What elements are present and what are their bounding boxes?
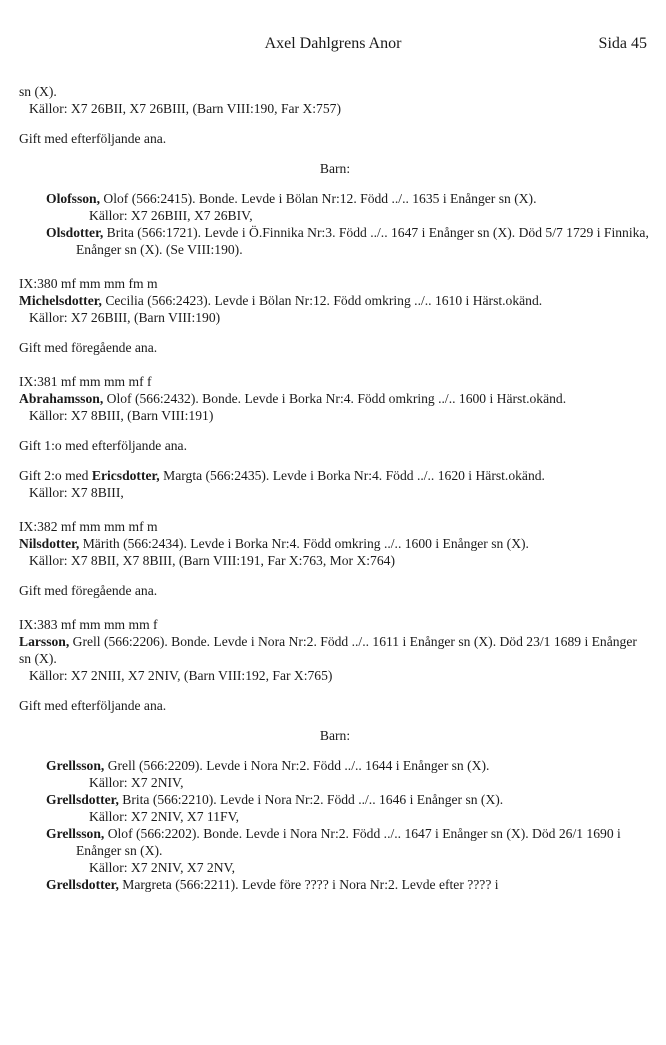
entry-person: [19, 633, 651, 667]
children-heading: Barn:: [319, 161, 351, 176]
child-surname: Olsdotter,: [46, 225, 104, 240]
child-sources: Källor: X7 2NIV,: [89, 775, 184, 790]
page-header-title: Axel Dahlgrens Anor: [264, 35, 402, 52]
child-sources: Källor: X7 26BIII, X7 26BIV,: [89, 208, 253, 223]
children-list: [19, 190, 651, 258]
children-list: [19, 757, 651, 893]
entry-person: [19, 390, 651, 407]
child-surname: Olofsson,: [46, 191, 101, 206]
child-details: Olof (566:2202). Bonde. Levde i Nora Nr:2. Född ../.. 1647 i Enånger sn (X). Död 26/1 1690 i Enånger sn (X).: [76, 826, 621, 858]
sources-line: Källor: X7 2NIII, X7 2NIV, (Barn VIII:192, Far X:765): [29, 668, 333, 683]
marriage-note: Gift med efterföljande ana.: [19, 131, 167, 146]
child-entry: [19, 876, 651, 893]
entry-person: [19, 535, 651, 552]
spouse-surname: Ericsdotter,: [91, 468, 160, 483]
page-number: Sida 45: [598, 35, 647, 52]
sources-line: Källor: X7 8BIII,: [29, 485, 124, 500]
entry-reference: IX:382 mf mm mm mf m: [19, 519, 158, 534]
person-details: Märith (566:2434). Levde i Borka Nr:4. Född omkring ../.. 1600 i Enånger sn (X).: [79, 536, 529, 551]
sources-line: Källor: X7 8BIII, (Barn VIII:191): [29, 408, 214, 423]
sources-line: Källor: X7 26BII, X7 26BIII, (Barn VIII:190, Far X:757): [29, 101, 341, 116]
child-entry: [19, 791, 651, 808]
entry-reference: IX:380 mf mm mm fm m: [19, 276, 158, 291]
second-marriage: Gift 2:o med Ericsdotter, Margta (566:2435). Levde i Borka Nr:4. Född ../.. 1620 i Härst.okänd.: [19, 468, 545, 483]
child-details: Grell (566:2209). Levde i Nora Nr:2. Född ../.. 1644 i Enånger sn (X).: [104, 758, 490, 773]
person-details: Cecilia (566:2423). Levde i Bölan Nr:12. Född omkring ../.. 1610 i Härst.okänd.: [101, 293, 543, 308]
child-entry: [19, 190, 651, 207]
child-entry: [19, 224, 651, 258]
person-surname: Michelsdotter,: [19, 293, 102, 308]
child-surname: Grellsdotter,: [46, 877, 119, 892]
child-surname: Grellsson,: [46, 826, 105, 841]
entry-ix-382: [19, 518, 651, 599]
sources-line: Källor: X7 8BII, X7 8BIII, (Barn VIII:191, Far X:763, Mor X:764): [29, 553, 395, 568]
children-heading: Barn:: [319, 728, 351, 743]
spouse-details: Margta (566:2435). Levde i Borka Nr:4. Född ../.. 1620 i Härst.okänd.: [159, 468, 545, 483]
child-entry: [19, 757, 651, 774]
child-surname: Grellsdotter,: [46, 792, 119, 807]
person-surname: Larsson,: [19, 634, 70, 649]
sources-line: Källor: X7 26BIII, (Barn VIII:190): [29, 310, 221, 325]
marriage-note: Gift med föregående ana.: [19, 583, 158, 598]
person-surname: Abrahamsson,: [19, 391, 104, 406]
marriage-note: Gift med efterföljande ana.: [19, 698, 167, 713]
entry-ix-380: [19, 275, 651, 356]
child-sources: Källor: X7 2NIV, X7 11FV,: [89, 809, 240, 824]
person-details: Olof (566:2432). Bonde. Levde i Borka Nr:4. Född omkring ../.. 1600 i Härst.okänd.: [103, 391, 567, 406]
person-details: Grell (566:2206). Bonde. Levde i Nora Nr:2. Född ../.. 1611 i Enånger sn (X). Död 23/1 1689 i Enånger sn (X).: [19, 634, 637, 666]
child-surname: Grellsson,: [46, 758, 105, 773]
child-details: Olof (566:2415). Bonde. Levde i Bölan Nr:12. Född ../.. 1635 i Enånger sn (X).: [100, 191, 537, 206]
child-details: Brita (566:1721). Levde i Ö.Finnika Nr:3. Född ../.. 1647 i Enånger sn (X). Död 5/7 1729 i Finnika, Enånger sn (X). (Se VIII:190).: [76, 225, 649, 257]
entry-ix-381: [19, 373, 651, 501]
text-line: sn (X).: [19, 84, 57, 99]
entry-reference: IX:383 mf mm mm mm f: [19, 617, 158, 632]
page-content: [19, 83, 651, 893]
entry-reference: IX:381 mf mm mm mf f: [19, 374, 152, 389]
entry-person: [19, 292, 651, 309]
child-entry: [19, 825, 651, 859]
child-details: Margreta (566:2211). Levde före ???? i Nora Nr:2. Levde efter ???? i: [118, 877, 499, 892]
child-details: Brita (566:2210). Levde i Nora Nr:2. Född ../.. 1646 i Enånger sn (X).: [118, 792, 504, 807]
marriage-note: Gift med föregående ana.: [19, 340, 158, 355]
person-surname: Nilsdotter,: [19, 536, 80, 551]
marriage-note: Gift 1:o med efterföljande ana.: [19, 438, 187, 453]
child-sources: Källor: X7 2NIV, X7 2NV,: [89, 860, 236, 875]
entry-ix-383: [19, 616, 651, 757]
